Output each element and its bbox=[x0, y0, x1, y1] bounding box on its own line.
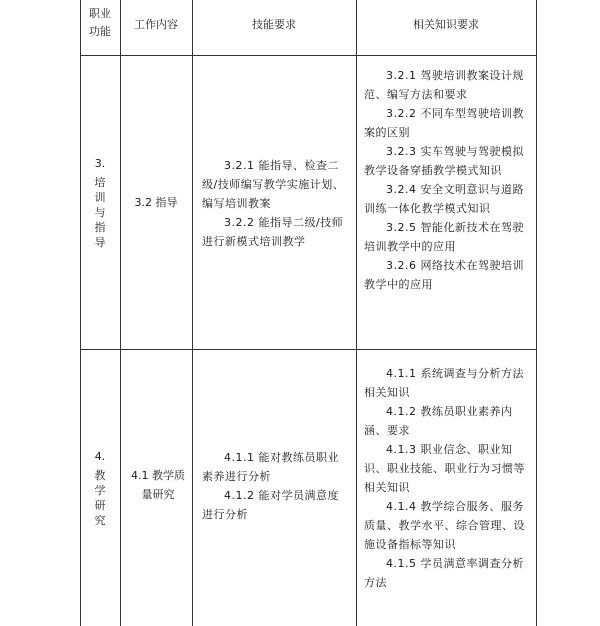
work-content-cell bbox=[120, 56, 192, 349]
function-number: 3. bbox=[94, 156, 106, 170]
knowledge-item: 4.1.2 教练员职业素养内涵、要求 bbox=[364, 405, 513, 437]
knowledge-item: 3.2.3 实车驾驶与驾驶模拟教学设备穿插教学模式知识 bbox=[364, 145, 524, 177]
function-name-char: 教 bbox=[94, 468, 106, 482]
skill-list bbox=[202, 448, 348, 524]
column-divider bbox=[356, 0, 357, 626]
skill-item: 3.2.1 能指导、检查二级/技师编写教学实施计划、编写培训教案 bbox=[202, 159, 345, 210]
knowledge-item: 3.2.5 智能化新技术在驾驶培训教学中的应用 bbox=[364, 221, 524, 253]
function-name-char: 训 bbox=[94, 190, 106, 204]
function-name-char: 研 bbox=[94, 498, 106, 512]
knowledge-item: 3.2.2 不同车型驾驶培训教案的区别 bbox=[364, 107, 524, 139]
knowledge-item: 3.2.4 安全文明意识与道路训练一体化教学模式知识 bbox=[364, 183, 524, 215]
function-label bbox=[95, 449, 106, 528]
work-content-cell bbox=[130, 466, 186, 504]
header-work-content: 工作内容 bbox=[134, 18, 178, 31]
knowledge-item: 4.1.1 系统调查与分析方法相关知识 bbox=[364, 367, 524, 399]
function-name-char: 究 bbox=[94, 513, 106, 527]
function-name-char: 指 bbox=[94, 220, 106, 234]
knowledge-item: 4.1.3 职业信念、职业知识、职业技能、职业行为习惯等相关知识 bbox=[364, 443, 525, 494]
function-name-char: 与 bbox=[94, 205, 106, 219]
knowledge-item: 4.1.4 教学综合服务、服务质量、教学水平、综合管理、设施设备指标等知识 bbox=[364, 500, 525, 551]
work-content: 4.1 教学质量研究 bbox=[131, 469, 185, 501]
skill-list bbox=[202, 156, 348, 251]
header-skill-requirements: 技能要求 bbox=[252, 18, 296, 31]
function-label bbox=[95, 156, 106, 250]
table-row-function-cell bbox=[80, 350, 120, 626]
function-name-char: 学 bbox=[94, 483, 106, 497]
function-name-char: 培 bbox=[94, 175, 106, 189]
skill-item: 4.1.2 能对学员满意度进行分析 bbox=[202, 489, 339, 521]
header-knowledge-requirements: 相关知识要求 bbox=[413, 18, 479, 31]
table-border-right bbox=[536, 0, 537, 626]
skill-item: 3.2.2 能指导二级/技师进行新模式培训教学 bbox=[202, 216, 344, 248]
function-name-char: 导 bbox=[94, 235, 106, 249]
competency-table bbox=[80, 0, 537, 626]
function-number: 4. bbox=[94, 449, 106, 463]
knowledge-list bbox=[364, 364, 528, 592]
knowledge-list bbox=[364, 66, 528, 294]
knowledge-item: 3.2.1 驾驶培训教案设计规范、编写方法和要求 bbox=[364, 69, 524, 101]
knowledge-item: 4.1.5 学员满意率调查分析方法 bbox=[364, 557, 524, 589]
table-row-function-cell bbox=[80, 56, 120, 349]
column-divider bbox=[192, 0, 193, 626]
header-occupational-function: 职业 功能 bbox=[89, 7, 111, 38]
function-name bbox=[95, 175, 106, 250]
work-content: 3.2 指导 bbox=[134, 196, 178, 209]
row-divider bbox=[80, 349, 537, 350]
knowledge-item: 3.2.6 网络技术在驾驶培训教学中的应用 bbox=[364, 259, 524, 291]
function-name bbox=[95, 468, 106, 528]
skill-item: 4.1.1 能对教练员职业素养进行分析 bbox=[202, 451, 339, 483]
